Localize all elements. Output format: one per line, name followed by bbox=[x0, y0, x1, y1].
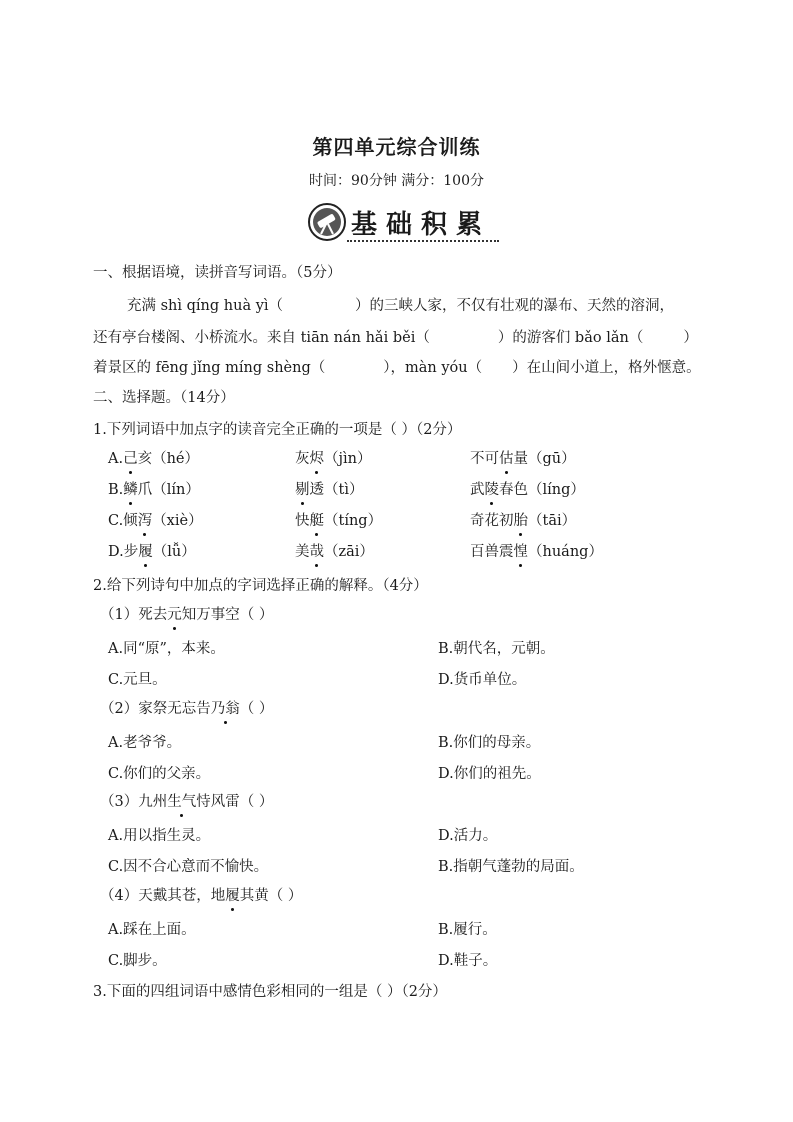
text-segment: （xiè） bbox=[152, 513, 203, 529]
text-segment: 武 bbox=[470, 482, 485, 498]
choice-option: B.你们的母亲。 bbox=[438, 735, 541, 751]
text-segment: 灰 bbox=[295, 451, 310, 467]
exam-meta: 时间：90分钟 满分：100分 bbox=[309, 173, 484, 189]
text-segment: （lǚ） bbox=[152, 544, 196, 560]
pinyin-option bbox=[108, 449, 199, 469]
text-segment: D.步 bbox=[108, 544, 139, 560]
dotted-char: 陵 bbox=[484, 482, 499, 498]
text-segment: （1）死去 bbox=[100, 607, 168, 623]
pinyin-option bbox=[295, 449, 371, 469]
q1-line-2 bbox=[93, 328, 698, 348]
choice-option: C.脚步。 bbox=[108, 953, 167, 969]
pinyin-option bbox=[108, 542, 196, 562]
text-segment: ）的游客们 bǎo lǎn（ bbox=[497, 330, 644, 346]
dotted-char: 履 bbox=[225, 888, 240, 904]
pinyin-option bbox=[470, 449, 576, 469]
text-segment: 充满 shì qíng huà yì（ bbox=[127, 298, 284, 314]
text-segment: 恃风雷（ ） bbox=[196, 794, 274, 810]
text-segment: 奇花初 bbox=[470, 513, 514, 529]
page-title: 第四单元综合训练 bbox=[312, 135, 481, 159]
text-segment: 百兽震 bbox=[470, 544, 514, 560]
choice-option: D.鞋子。 bbox=[438, 953, 498, 969]
choice-option: B.指朝气蓬勃的局面。 bbox=[438, 859, 584, 875]
telescope-icon bbox=[307, 202, 347, 242]
choice-option: A.踩在上面。 bbox=[108, 922, 196, 938]
dotted-char: 鳞 bbox=[123, 482, 138, 498]
pinyin-option bbox=[295, 542, 374, 562]
choice-option: A.老爷爷。 bbox=[108, 735, 182, 751]
q2-3-stem: 3.下面的四组词语中感情色彩相同的一组是（ ）（2分） bbox=[93, 984, 447, 1000]
choice-option: C.因不合心意而不愉快。 bbox=[108, 859, 269, 875]
q2-1-stem: 1.下列词语中加点字的读音完全正确的一项是（ ）（2分） bbox=[93, 422, 462, 438]
pinyin-option bbox=[470, 480, 585, 500]
choice-option: A.同“原”，本来。 bbox=[108, 641, 225, 657]
dotted-char: 胎 bbox=[513, 513, 528, 529]
text-segment: 量（gū） bbox=[513, 451, 576, 467]
text-segment: （tíng） bbox=[324, 513, 383, 529]
dotted-char: 己 bbox=[123, 451, 138, 467]
choice-option: A.用以指生灵。 bbox=[108, 828, 211, 844]
dotted-char: 剔 bbox=[295, 482, 310, 498]
dotted-char: 烬 bbox=[309, 451, 324, 467]
text-segment: 透（tì） bbox=[309, 482, 364, 498]
choice-option: C.你们的父亲。 bbox=[108, 766, 211, 782]
text-segment: （4）天戴其苍，地 bbox=[100, 888, 226, 904]
text-segment: 爪（lín） bbox=[137, 482, 200, 498]
text-segment: （jìn） bbox=[324, 451, 372, 467]
text-segment: 着景区的 fēng jǐng míng shèng（ bbox=[93, 360, 326, 376]
choice-option: C.元旦。 bbox=[108, 672, 167, 688]
text-segment: 亥（hé） bbox=[137, 451, 200, 467]
text-segment: ）的三峡人家，不仅有壮观的瀑布、天然的溶洞， bbox=[355, 298, 675, 314]
text-segment: 不可 bbox=[470, 451, 499, 467]
badge-underline bbox=[347, 240, 499, 242]
q1-line-1 bbox=[127, 296, 674, 316]
text-segment: 春色（líng） bbox=[499, 482, 585, 498]
pinyin-option bbox=[295, 480, 363, 500]
dotted-char: 泻 bbox=[137, 513, 153, 529]
text-segment: 其黄（ ） bbox=[239, 888, 303, 904]
dotted-char: 哉 bbox=[309, 544, 324, 560]
text-segment: A. bbox=[108, 451, 124, 467]
text-segment: C.倾 bbox=[108, 513, 138, 529]
text-segment: 知万事空（ ） bbox=[181, 607, 274, 623]
choice-option: D.活力。 bbox=[438, 828, 498, 844]
q2-heading: 二、选择题。（14分） bbox=[93, 390, 235, 406]
dotted-char: 生气 bbox=[167, 794, 197, 810]
section-badge-label: 基础积累 bbox=[351, 210, 492, 240]
dotted-char: 元 bbox=[167, 607, 182, 623]
q1-line-3 bbox=[93, 358, 701, 378]
sub-question bbox=[100, 792, 273, 812]
sub-question bbox=[100, 886, 302, 906]
choice-option: D.你们的祖先。 bbox=[438, 766, 541, 782]
text-segment: （3）九州 bbox=[100, 794, 168, 810]
dotted-char: 艇 bbox=[309, 513, 324, 529]
pinyin-option bbox=[470, 511, 576, 531]
dotted-char: 惶 bbox=[513, 544, 528, 560]
text-segment: （ ） bbox=[239, 701, 274, 717]
q2-2-stem: 2.给下列诗句中加点的字词选择正确的解释。（4分） bbox=[93, 578, 428, 594]
text-segment: （tāi） bbox=[528, 513, 577, 529]
text-segment: ），màn yóu（ bbox=[383, 360, 483, 376]
sub-question bbox=[100, 605, 273, 625]
text-segment: ）在山间小道上，格外惬意。 bbox=[512, 360, 701, 376]
text-segment: （2）家祭无忘告 bbox=[100, 701, 211, 717]
dotted-char: 乃翁 bbox=[210, 701, 240, 717]
text-segment: 快 bbox=[295, 513, 310, 529]
q1-heading: 一、根据语境，读拼音写词语。（5分） bbox=[93, 265, 342, 281]
section-badge bbox=[307, 202, 507, 246]
text-segment: ） bbox=[683, 330, 698, 346]
dotted-char: 履 bbox=[138, 544, 153, 560]
text-segment: B. bbox=[108, 482, 124, 498]
text-segment: （huáng） bbox=[528, 544, 603, 560]
choice-option: D.货币单位。 bbox=[438, 672, 527, 688]
choice-option: B.履行。 bbox=[438, 922, 497, 938]
text-segment: 还有亭台楼阁、小桥流水。来自 tiān nán hǎi běi（ bbox=[93, 330, 430, 346]
pinyin-option bbox=[470, 542, 603, 562]
pinyin-option bbox=[295, 511, 382, 531]
text-segment: （zāi） bbox=[324, 544, 374, 560]
choice-option: B.朝代名，元朝。 bbox=[438, 641, 555, 657]
pinyin-option bbox=[108, 511, 203, 531]
text-segment: 美 bbox=[295, 544, 310, 560]
sub-question bbox=[100, 699, 273, 719]
dotted-char: 估 bbox=[499, 451, 514, 467]
pinyin-option bbox=[108, 480, 200, 500]
